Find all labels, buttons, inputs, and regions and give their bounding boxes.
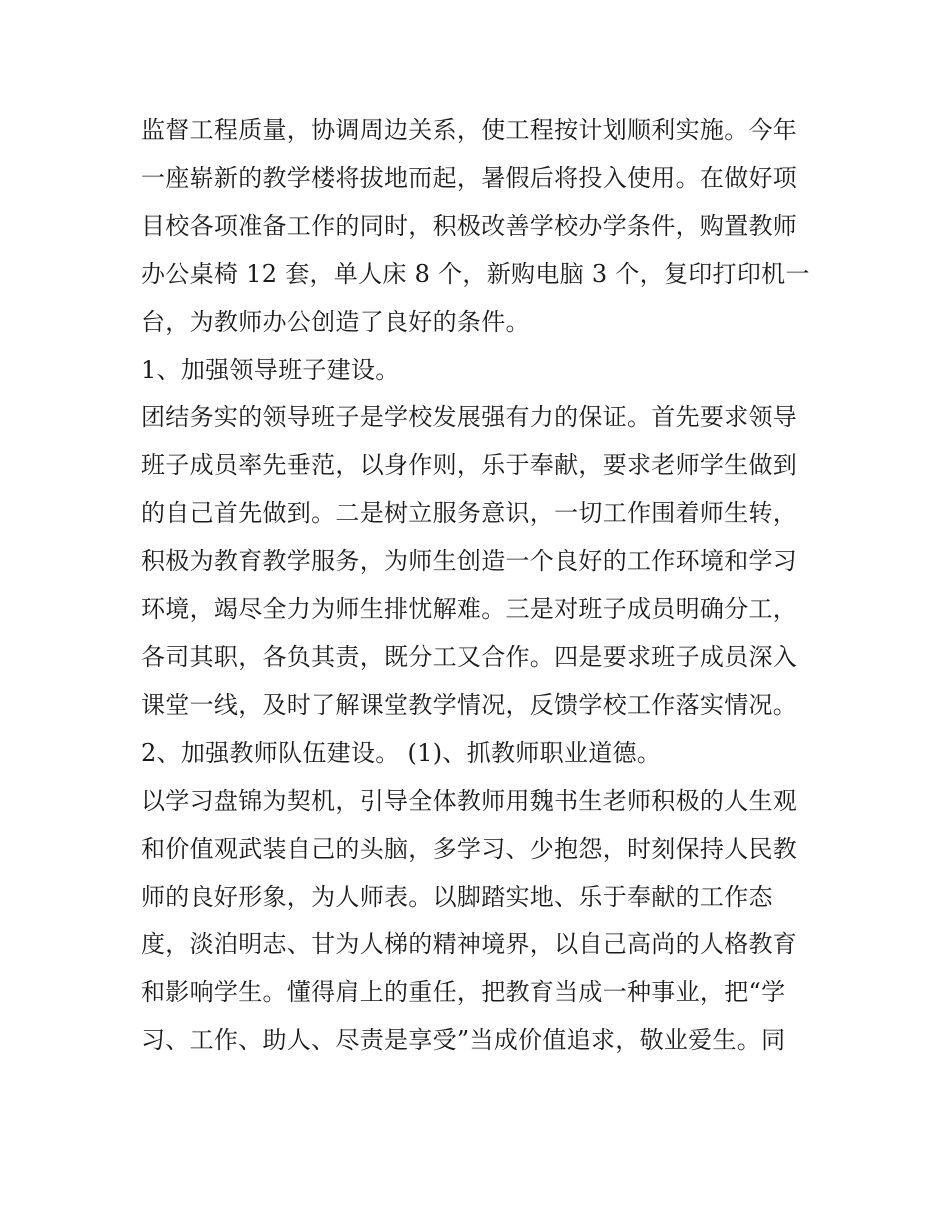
text-line-19: 和影响学生。懂得肩上的重任，把教育当成一种事业，把“学 [141,978,786,1007]
text-line-16: 和价值观武装自己的头脑，多学习、少抱怨，时刻保持人民教 [141,834,798,863]
section-heading-1: 1、加强领导班子建设。 [141,355,400,384]
text-line-5: 台，为教师办公创造了良好的条件。 [141,307,530,336]
text-line-7: 团结务实的领导班子是学校发展强有力的保证。首先要求领导 [141,403,798,432]
text-line-10: 积极为教育教学服务，为师生创造一个良好的工作环境和学习 [141,547,798,576]
section-heading-2: 2、加强教师队伍建设。 (1)、抓教师职业道德。 [141,738,662,767]
text-line-20: 习、工作、助人、尽责是享受”当成价值追求，敬业爱生。同 [141,1026,786,1055]
text-line-18: 度，淡泊明志、甘为人梯的精神境界，以自己高尚的人格教育 [141,930,798,959]
text-line-2: 一座崭新的教学楼将拔地而起，暑假后将投入使用。在做好项 [141,163,798,192]
text-line-1: 监督工程质量，协调周边关系，使工程按计划顺利实施。今年 [141,116,798,144]
text-line-13: 课堂一线，及时了解课堂教学情况，反馈学校工作落实情况。 [141,690,798,719]
text-line-17: 师的良好形象，为人师表。以脚踏实地、乐于奉献的工作态 [141,882,773,911]
text-line-15: 以学习盘锦为契机，引导全体教师用魏书生老师积极的人生观 [141,786,798,815]
text-line-9: 的自己首先做到。二是树立服务意识，一切工作围着师生转， [141,499,798,528]
text-line-3: 目校各项准备工作的同时，积极改善学校办学条件，购置教师 [141,211,798,240]
text-line-12: 各司其职，各负其责，既分工又合作。四是要求班子成员深入 [141,642,798,671]
text-line-4: 办公桌椅 12 套，单人床 8 个，新购电脑 3 个，复印打印机一 [141,259,810,288]
text-line-11: 环境，竭尽全力为师生排忧解难。三是对班子成员明确分工， [141,595,798,624]
text-line-8: 班子成员率先垂范，以身作则，乐于奉献，要求老师学生做到 [141,451,798,480]
document-body [141,107,813,1065]
